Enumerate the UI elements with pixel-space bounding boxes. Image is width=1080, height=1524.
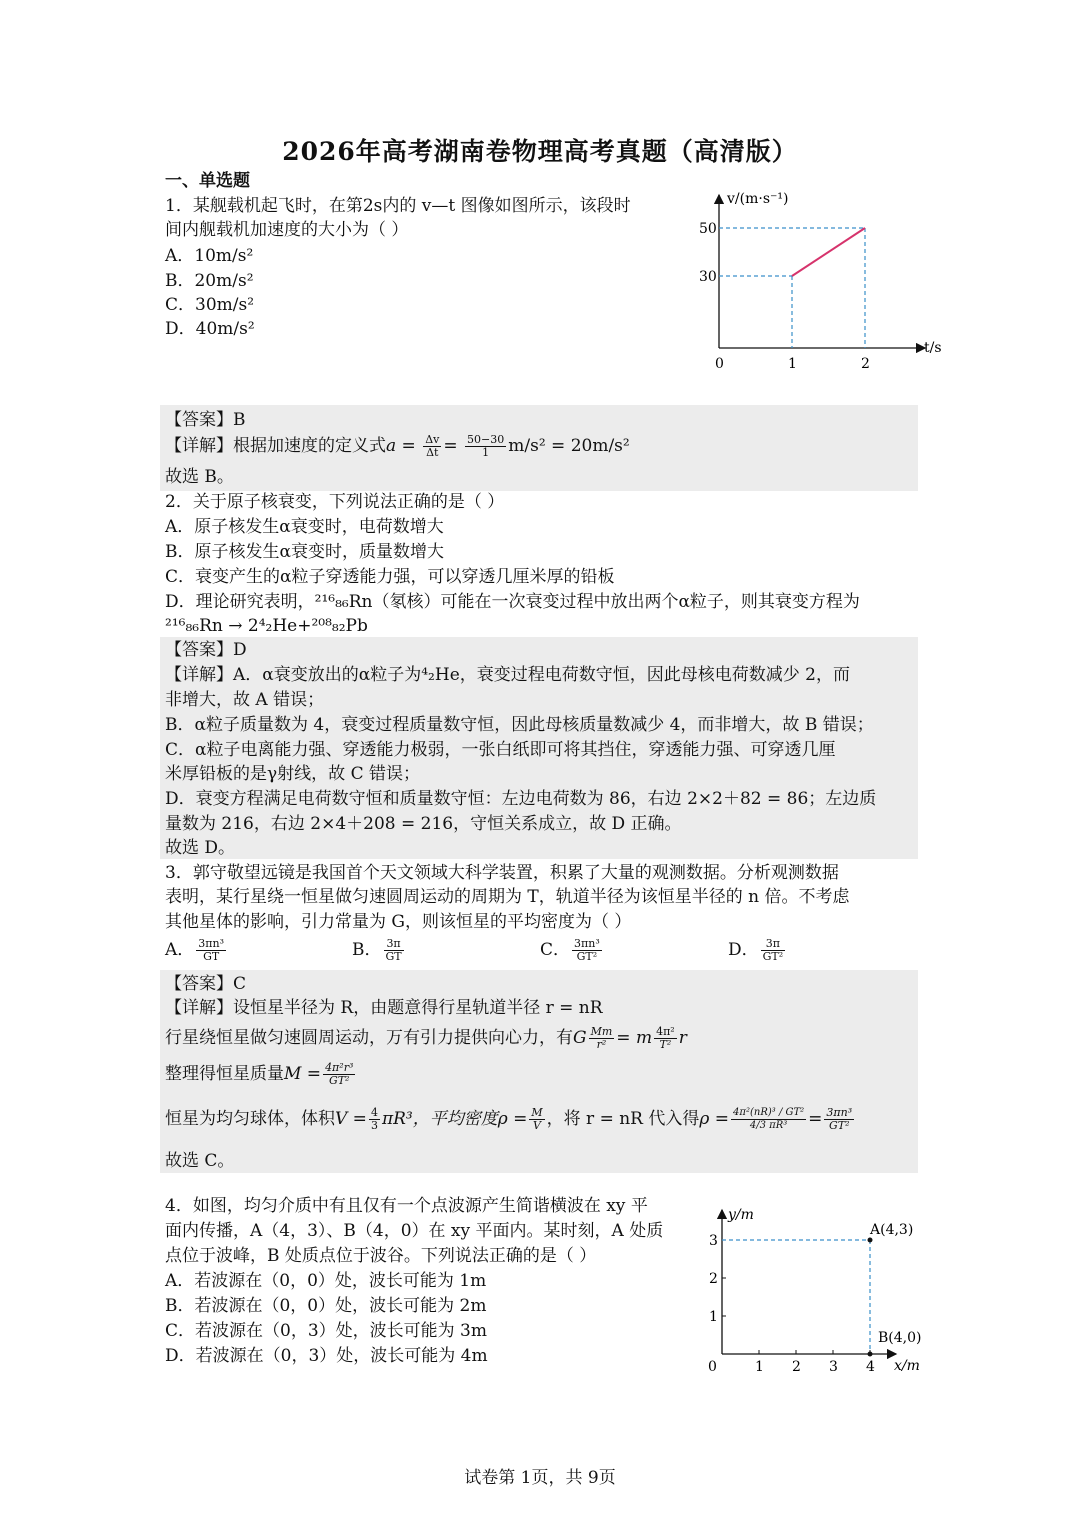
q4-option-a: A．若波源在（0，0）处，波长可能为 1m [165, 1271, 487, 1291]
q2-option-c: C．衰变产生的α粒子穿透能力强，可以穿透几厘米厚的铅板 [165, 567, 615, 587]
q3-option-b: B． $\frac{3\pi}{GT}$ [352, 937, 402, 963]
q3-conclusion: 故选 C。 [165, 1151, 235, 1171]
q2-stem: 2．关于原子核衰变，下列说法正确的是（ ） [165, 492, 505, 512]
q4-x-tick: 0 [708, 1359, 717, 1375]
q1-detail-a: a = [386, 436, 416, 456]
q3-detail-4: 恒星为均匀球体，体积V = $\frac{4}{3}$ πR³，平均密度ρ = $\frac{M}{V}$ ，将 r = nR 代入得ρ = $\frac{\text{4π²(nR)³ / GT²}}{\text{4/3 πR³}}$ = $\frac{\text{3πn³}}{\text{GT²}}$ [165, 1106, 853, 1132]
q4-point-label: A(4,3) [870, 1222, 914, 1238]
q4-xy-chart [700, 1200, 940, 1380]
q4-point [868, 1352, 873, 1357]
page-title: 2026年高考湖南卷物理高考真题（高清版） [282, 137, 798, 166]
q1-conclusion: 故选 B。 [165, 467, 234, 487]
q1-x-label: t/s [924, 340, 942, 356]
q4-x-tick: 2 [792, 1359, 801, 1375]
q2-option-a: A．原子核发生α衰变时，电荷数增大 [165, 517, 444, 537]
q2-option-d-line1: D．理论研究表明，²¹⁶₈₆Rn（氡核）可能在一次衰变过程中放出两个α粒子，则其衰变方程为 [165, 592, 860, 612]
q1-detail-prefix: 【详解】根据加速度的定义式 [165, 436, 386, 456]
q2-conclusion: 故选 D。 [165, 838, 236, 858]
q2-detail-3: B．α粒子质量数为 4，衰变过程质量数守恒，因此母核质量数减少 4，而非增大，故 B 错误； [165, 715, 874, 735]
q4-option-d: D．若波源在（0，3）处，波长可能为 4m [165, 1346, 488, 1366]
q4-point-label: B(4,0) [878, 1330, 922, 1346]
q3-option-a: A． $\frac{\text{3πn³}}{GT}$ [165, 937, 225, 963]
q1-x-tick: 2 [861, 356, 870, 372]
q3-detail-1: 【详解】设恒星半径为 R，由题意得行星轨道半径 r = nR [165, 998, 603, 1018]
q3-option-c: C． $\frac{\text{3πn³}}{\text{GT²}}$ [540, 937, 600, 963]
q4-option-c: C．若波源在（0，3）处，波长可能为 3m [165, 1321, 487, 1341]
q1-stem-line1: 1．某舰载机起飞时，在第2s内的 v—t 图像如图所示，该段时 [165, 196, 631, 216]
q2-detail-2: 非增大，故 A 错误； [165, 690, 325, 710]
q1-vt-chart [690, 185, 950, 375]
q1-option-c: C．30m/s² [165, 295, 255, 315]
q4-x-tick: 1 [755, 1359, 764, 1375]
q1-y-tick: 50 [699, 221, 717, 237]
q1-stem-line2: 间内舰载机加速度的大小为（ ） [165, 220, 409, 240]
q4-point [868, 1238, 873, 1243]
q1-detail-frac1: $\frac{\Delta v}{\Delta t}$ [425, 433, 440, 459]
q4-y-tick: 2 [709, 1271, 718, 1287]
q1-y-label: v/(m·s⁻¹) [727, 191, 789, 207]
q2-option-d-line2: ²¹⁶₈₆Rn → 2⁴₂He+²⁰⁸₈₂Pb [165, 616, 368, 636]
q1-detail-frac2: $\frac{50-30}{1}$ [467, 433, 505, 459]
q4-y-tick: 1 [709, 1309, 718, 1325]
q1-series-line [792, 228, 865, 276]
q3-stem-line2: 表明，某行星绕一恒星做匀速圆周运动的周期为 T，轨道半径为该恒星半径的 n 倍。不考虑 [165, 887, 850, 907]
q2-detail-6: D．衰变方程满足电荷数守恒和质量数守恒：左边电荷数为 86，右边 2×2＋82 = 86；左边质 [165, 789, 877, 809]
q1-option-d: D．40m/s² [165, 319, 255, 339]
q4-stem-line2: 面内传播，A（4，3）、B（4，0）在 xy 平面内。某时刻，A 处质 [165, 1221, 664, 1241]
q4-y-tick: 3 [709, 1233, 718, 1249]
section-heading: 一、单选题 [165, 171, 250, 191]
q3-detail-3: 整理得恒星质量M = $\frac{\text{4π²r³}}{\text{GT²}}$ [165, 1061, 354, 1087]
q3-answer: 【答案】C [165, 974, 247, 994]
q2-detail-4: C．α粒子电离能力强、穿透能力极弱，一张白纸即可将其挡住，穿透能力强、可穿透几厘 [165, 740, 836, 760]
q1-y-tick: 30 [699, 269, 717, 285]
q2-detail-1: 【详解】A．α衰变放出的α粒子为⁴₂He，衰变过程电荷数守恒，因此母核电荷数减少 2，而 [165, 665, 850, 685]
q3-stem-line3: 其他星体的影响，引力常量为 G，则该恒星的平均密度为（ ） [165, 912, 632, 932]
q4-x-tick: 4 [866, 1359, 875, 1375]
q4-y-label: y/m [728, 1207, 754, 1223]
q4-x-tick: 3 [829, 1359, 838, 1375]
q4-stem-line3: 点位于波峰，B 处质点位于波谷。下列说法正确的是（ ） [165, 1246, 597, 1266]
q2-option-b: B．原子核发生α衰变时，质量数增大 [165, 542, 444, 562]
q1-option-a: A．10m/s² [165, 246, 254, 266]
q1-detail: 【详解】根据加速度的定义式a = $\frac{\Delta v}{\Delta t}$ = $\frac{50-30}{1}$ m/s² = 20m/s² [165, 433, 630, 459]
q1-x-tick: 1 [788, 356, 797, 372]
page-footer: 试卷第 1页，共 9页 [464, 1468, 616, 1488]
q2-answer: 【答案】D [165, 640, 247, 660]
q1-detail-result: m/s² = 20m/s² [508, 436, 630, 456]
q4-option-b: B．若波源在（0，0）处，波长可能为 2m [165, 1296, 487, 1316]
q2-detail-5: 米厚铅板的是γ射线，故 C 错误； [165, 764, 420, 784]
q1-option-b: B．20m/s² [165, 271, 254, 291]
q2-detail-7: 量数为 216，右边 2×4＋208 = 216，守恒关系成立，故 D 正确。 [165, 814, 682, 834]
q1-x-tick: 0 [715, 356, 724, 372]
q4-stem-line1: 4．如图，均匀介质中有且仅有一个点波源产生简谐横波在 xy 平 [165, 1196, 648, 1216]
q1-answer: 【答案】B [165, 410, 246, 430]
q4-x-label: x/m [894, 1358, 920, 1374]
q3-detail-2: 行星绕恒星做匀速圆周运动，万有引力提供向心力，有G $\frac{Mm}{\text{r²}}$ = m $\frac{\text{4π²}}{\text{T²}}$ r [165, 1025, 687, 1051]
q3-stem-line1: 3．郭守敬望远镜是我国首个天文领域大科学装置，积累了大量的观测数据。分析观测数据 [165, 863, 839, 883]
q3-option-d: D． $\frac{3\pi}{\text{GT²}}$ [728, 937, 784, 963]
